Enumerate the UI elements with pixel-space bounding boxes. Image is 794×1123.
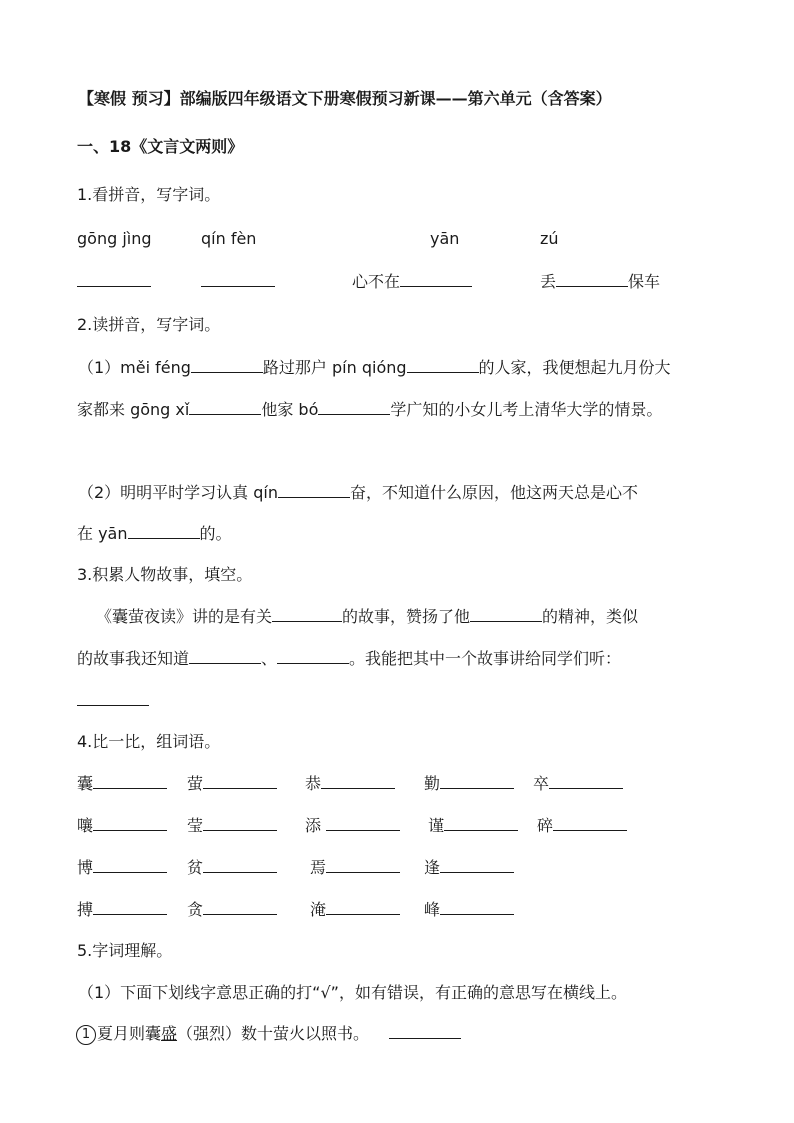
q4-blank[interactable] (93, 856, 167, 873)
q3-blank[interactable] (77, 689, 149, 706)
q4-blank[interactable] (203, 772, 277, 789)
q3-text-a: 《囊萤夜读》讲的是有关 (96, 607, 273, 626)
q4-char: 恭 (305, 774, 322, 793)
q2-p2-text-a: （2）明明平时学习认真 qín (78, 483, 279, 502)
q1-pinyin-3: yān (430, 229, 460, 248)
q4-blank[interactable] (93, 814, 167, 831)
q2-blank[interactable] (278, 481, 350, 498)
q4-blank[interactable] (553, 814, 627, 831)
q4-char: 萤 (187, 774, 204, 793)
q4-char: 贪 (187, 900, 204, 919)
q2-blank[interactable] (128, 522, 200, 539)
q1-pinyin-1: gōng jìng (77, 229, 152, 248)
q4-item (77, 772, 167, 795)
q4-blank[interactable] (440, 898, 514, 915)
q3-heading: 3.积累人物故事，填空。 (77, 565, 253, 584)
q3-blank[interactable] (470, 605, 542, 622)
q4-heading: 4.比一比，组词语。 (77, 732, 221, 751)
q4-item (77, 898, 167, 921)
q2-blank[interactable] (407, 356, 479, 373)
q4-blank[interactable] (203, 814, 277, 831)
q4-blank[interactable] (444, 814, 518, 831)
q4-item (77, 856, 167, 879)
q4-item (310, 898, 400, 921)
q4-char: 搏 (77, 900, 94, 919)
q5-sub1: （1）下面下划线字意思正确的打“√”，如有错误，有正确的意思写在横线上。 (78, 983, 627, 1002)
q4-blank[interactable] (93, 898, 167, 915)
q3-text-c: 的精神，类似 (542, 607, 639, 626)
q4-blank[interactable] (326, 898, 400, 915)
q2-p2-text-b: 奋，不知道什么原因，他这两天总是心不 (350, 483, 639, 502)
q4-blank[interactable] (440, 772, 514, 789)
q3-text-f: 。我能把其中一个故事讲给同学们听： (349, 649, 622, 668)
q3-line2 (77, 647, 621, 670)
q1-answer-1[interactable] (77, 270, 151, 293)
q1-suffix-4: 保车 (628, 272, 661, 291)
q5-heading: 5.字词理解。 (77, 941, 173, 960)
q2-p2-text-d: 的。 (199, 524, 232, 543)
q2-p1-line2 (77, 398, 662, 421)
q4-blank[interactable] (93, 772, 167, 789)
q1-answer-3 (352, 270, 472, 293)
q2-p2-line1 (78, 481, 638, 504)
q4-char: 淹 (310, 900, 327, 919)
q4-char: 碎 (537, 816, 554, 835)
q4-item (187, 898, 277, 921)
q2-p1-text-a: （1）měi féng (78, 358, 191, 377)
q4-char: 勤 (424, 774, 441, 793)
q4-blank[interactable] (549, 772, 623, 789)
q2-p1-text-c: 的人家，我便想起九月份大 (478, 358, 671, 377)
q3-text-b: 的故事，赞扬了他 (342, 607, 471, 626)
q4-char: 逢 (424, 858, 441, 877)
q2-p1-text-d: 家都来 gōng xǐ (77, 400, 190, 419)
q3-blank[interactable] (272, 605, 342, 622)
q1-prefix-4: 丢 (540, 272, 557, 291)
q4-char: 嚷 (77, 816, 94, 835)
q4-item (305, 772, 395, 795)
q5-item1-underlined: 盛 (161, 1024, 178, 1043)
q4-char: 囊 (77, 774, 94, 793)
q5-item1 (76, 1022, 461, 1045)
q4-blank[interactable] (326, 814, 400, 831)
q4-item (187, 856, 277, 879)
q4-item (424, 898, 514, 921)
q4-blank[interactable] (321, 772, 395, 789)
q4-item (77, 814, 167, 837)
q4-char: 谨 (428, 816, 445, 835)
q1-answer-4 (540, 270, 660, 293)
q5-blank[interactable] (389, 1022, 461, 1039)
circled-number: 1 (76, 1025, 96, 1045)
q4-blank[interactable] (326, 856, 400, 873)
q5-item1-text-b: （强烈）数十萤火以照书。 (177, 1024, 370, 1043)
q1-pinyin-2: qín fèn (201, 229, 257, 248)
document-title: 【寒假 预习】部编版四年级语文下册寒假预习新课——第六单元（含答案） (78, 89, 612, 108)
q4-char: 添 (305, 816, 322, 835)
q1-prefix-3: 心不在 (352, 272, 401, 291)
q4-char: 卒 (533, 774, 550, 793)
q4-blank[interactable] (203, 898, 277, 915)
q1-answer-2[interactable] (201, 270, 275, 293)
q3-text-e: 、 (261, 649, 278, 668)
q2-p1-text-b: 路过那户 pín qióng (262, 358, 407, 377)
q3-line1 (96, 605, 638, 628)
q3-line3[interactable] (77, 689, 149, 712)
q1-heading: 1.看拼音，写字词。 (77, 185, 221, 204)
q2-p1-text-e: 他家 bó (261, 400, 319, 419)
q3-blank[interactable] (189, 647, 261, 664)
q4-item (305, 814, 400, 837)
q2-blank[interactable] (189, 398, 261, 415)
q4-item (424, 856, 514, 879)
q4-item (424, 772, 514, 795)
q2-heading: 2.读拼音，写字词。 (77, 315, 221, 334)
q4-char: 博 (77, 858, 94, 877)
q2-p1-line1 (78, 356, 671, 379)
q2-blank[interactable] (191, 356, 263, 373)
section-heading: 一、18《文言文两则》 (77, 137, 244, 156)
q4-item (428, 814, 518, 837)
q4-char: 峰 (424, 900, 441, 919)
q1-pinyin-4: zú (540, 229, 559, 248)
q2-p2-text-c: 在 yān (77, 524, 128, 543)
q5-item1-text-a: 夏月则囊 (97, 1024, 162, 1043)
q4-char: 贫 (187, 858, 204, 877)
q4-char: 莹 (187, 816, 204, 835)
q1-blank-3[interactable] (400, 270, 472, 287)
q4-item (537, 814, 627, 837)
q1-blank-4[interactable] (556, 270, 628, 287)
q4-blank[interactable] (203, 856, 277, 873)
q4-item (533, 772, 623, 795)
q2-p2-line2 (77, 522, 232, 545)
q3-blank[interactable] (277, 647, 349, 664)
q4-char: 焉 (310, 858, 327, 877)
q2-p1-text-f: 学广知的小女儿考上清华大学的情景。 (390, 400, 663, 419)
q4-item (187, 814, 277, 837)
q4-blank[interactable] (440, 856, 514, 873)
q2-blank[interactable] (318, 398, 390, 415)
q4-item (310, 856, 400, 879)
q4-item (187, 772, 277, 795)
q3-text-d: 的故事我还知道 (77, 649, 190, 668)
